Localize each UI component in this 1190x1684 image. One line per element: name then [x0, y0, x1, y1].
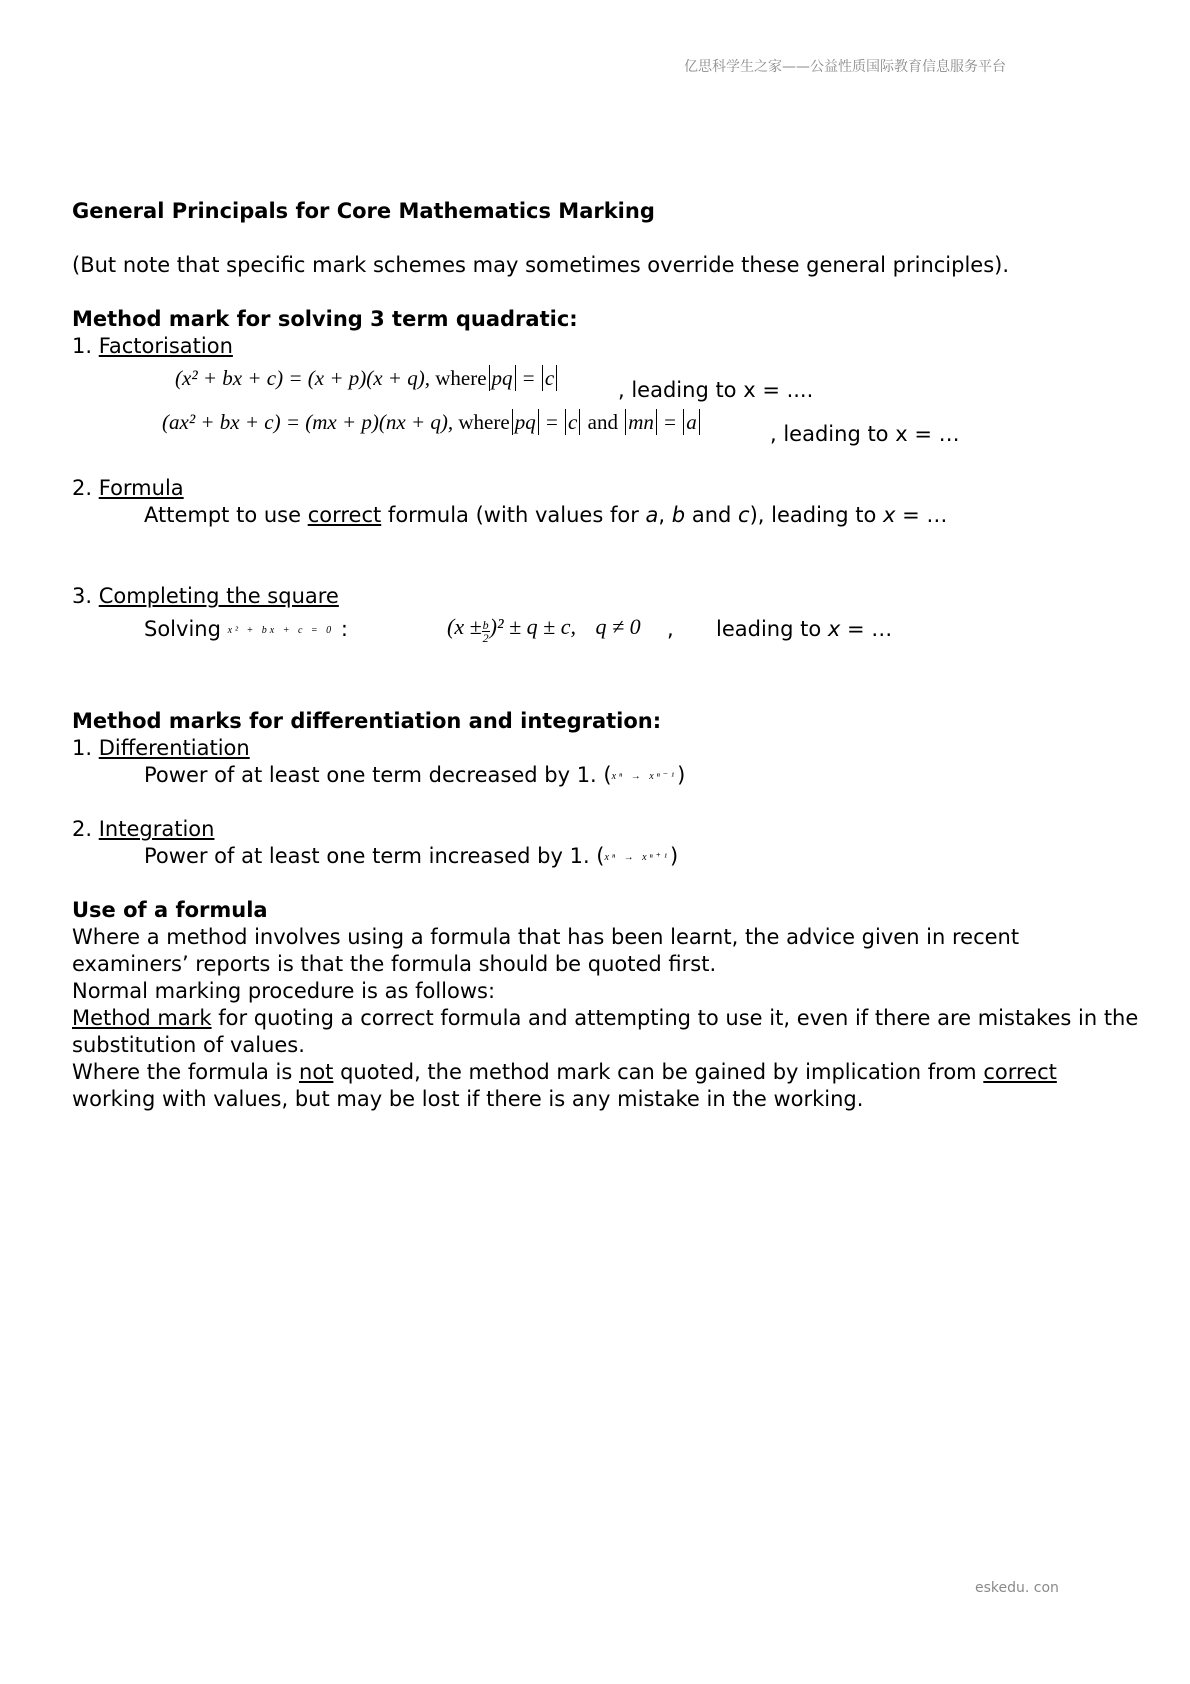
formula-description	[144, 502, 947, 529]
formula-2-pq: pq	[514, 410, 536, 434]
differentiation-description	[144, 762, 685, 790]
use-formula-heading: Use of a formula	[72, 898, 268, 922]
use-formula-paragraph-3	[72, 1005, 1142, 1059]
factorisation-heading	[72, 333, 233, 360]
formula-text-before: Attempt to use	[144, 503, 302, 527]
differentiation-close: )	[677, 763, 686, 787]
formula-2-mn: mn	[628, 410, 654, 434]
completing-var-x: x	[827, 617, 841, 641]
formula-2-eq2: =	[664, 410, 676, 434]
use-formula-paragraph-1: Where a method involves using a formula that has been learnt, the advice given in recent examiners’ reports is that the formula should be quoted first.	[72, 925, 1020, 976]
method-mark-term: Method mark	[72, 1006, 212, 1030]
formula-text-end: = …	[902, 503, 948, 527]
differentiation-number: 1.	[72, 736, 93, 760]
use-formula-paragraph-4	[72, 1059, 1142, 1113]
formula-1-expression: (x² + bx + c) = (x + p)(x + q),	[175, 366, 430, 390]
page-title: General Principals for Core Mathematics Marking	[72, 199, 655, 223]
formula-label: Formula	[98, 476, 184, 500]
completing-heading	[72, 583, 339, 610]
factorisation-label: Factorisation	[98, 334, 233, 358]
p4-text-b: quoted, the method mark can be gained by implication from	[333, 1060, 984, 1084]
use-formula-paragraph-2: Normal marking procedure is as follows:	[72, 979, 496, 1003]
integration-text: Power of at least one term increased by 1. (	[144, 844, 605, 868]
completing-colon: :	[340, 617, 348, 641]
formula-2-and: and	[587, 410, 618, 434]
integration-description	[144, 843, 678, 871]
completing-condition: q ≠ 0	[595, 614, 641, 639]
differentiation-heading	[72, 735, 250, 762]
quadratic-heading: Method mark for solving 3 term quadratic:	[72, 307, 578, 331]
formula-1-c: c	[544, 366, 555, 390]
formula-heading	[72, 475, 184, 502]
p4-text-a: Where the formula is	[72, 1060, 300, 1084]
completing-number: 3.	[72, 584, 93, 608]
p4-text-c: working with values, but may be lost if there is any mistake in the working.	[72, 1087, 864, 1111]
differentiation-rule: xⁿ → xⁿ⁻¹	[611, 771, 678, 782]
completing-close: )² ± q ± c,	[489, 614, 577, 639]
integration-close: )	[669, 844, 679, 868]
differentiation-label: Differentiation	[98, 736, 250, 760]
formula-2-where: where	[458, 410, 510, 434]
formula-var-a: a	[645, 503, 659, 527]
p4-not: not	[299, 1060, 334, 1084]
formula-number: 2.	[72, 476, 93, 500]
formula-2-expression: (ax² + bx + c) = (mx + p)(nx + q),	[162, 410, 454, 434]
integration-heading	[72, 816, 214, 843]
formula-1-eq: =	[522, 366, 535, 390]
method-mark-text: for quoting a correct formula and attempting to use it, even if there are mistakes in the substitution of values.	[72, 1006, 1139, 1057]
completing-square-expression	[447, 614, 641, 644]
completing-comma: ,	[667, 617, 674, 641]
completing-end: = …	[847, 617, 893, 641]
completing-label: Completing the square	[98, 584, 339, 608]
page-footer: eskedu. con	[975, 1580, 1059, 1596]
page-header: 亿思科学生之家——公益性质国际教育信息服务平台	[684, 59, 1006, 75]
integration-label: Integration	[98, 817, 215, 841]
calculus-heading: Method marks for differentiation and integration:	[72, 709, 662, 733]
formula-and: and	[691, 503, 732, 527]
integration-rule: xⁿ → xⁿ⁺¹	[604, 852, 670, 863]
formula-1-pq: pq	[491, 366, 513, 390]
completing-solving	[144, 616, 348, 644]
formula-var-x: x	[883, 503, 896, 527]
completing-leading	[716, 616, 892, 643]
differentiation-text: Power of at least one term decreased by 1. (	[144, 763, 612, 787]
formula-text-after-2: ), leading to	[749, 503, 877, 527]
factorisation-leading-2: , leading to x = …	[770, 422, 960, 446]
general-note: (But note that specific mark schemes may sometimes override these general principles).	[72, 253, 1010, 277]
formula-comma: ,	[658, 503, 666, 527]
p4-correct: correct	[983, 1060, 1057, 1084]
formula-var-c: c	[738, 503, 750, 527]
formula-2-eq: =	[545, 410, 558, 434]
completing-frac-num: b	[482, 618, 489, 632]
formula-1-where: where	[435, 366, 487, 390]
factorisation-formula-1	[175, 365, 559, 391]
completing-open: (x ±	[447, 614, 482, 639]
factorisation-number: 1.	[72, 334, 93, 358]
completing-leading-text: leading to	[716, 617, 822, 641]
integration-number: 2.	[72, 817, 93, 841]
factorisation-leading-1: , leading to x = ....	[618, 378, 814, 402]
formula-2-c: c	[568, 410, 578, 434]
completing-solving-label: Solving	[144, 617, 221, 641]
formula-2-a: a	[686, 410, 697, 434]
completing-small-equation: x² + bx + c = 0	[227, 625, 335, 636]
formula-text-after: formula (with values for	[387, 503, 639, 527]
completing-frac-den: 2	[482, 631, 489, 645]
factorisation-formula-2	[162, 409, 702, 435]
formula-correct: correct	[307, 503, 382, 527]
formula-var-b: b	[671, 503, 686, 527]
